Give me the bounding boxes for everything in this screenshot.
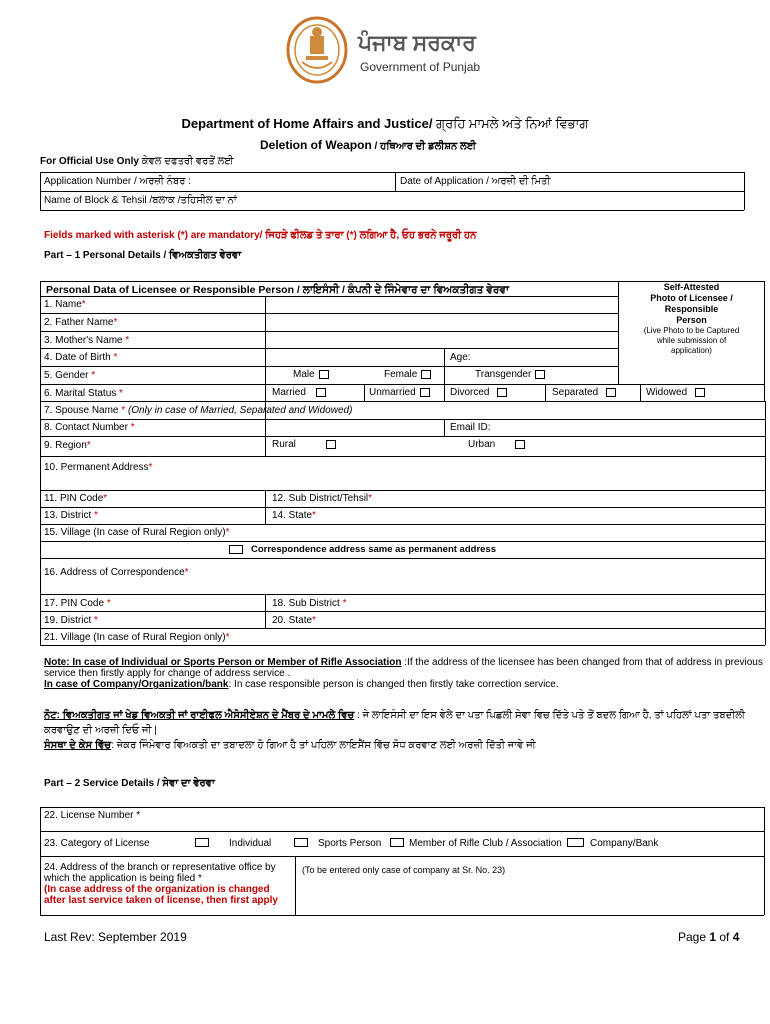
gender-female-option[interactable]: Female <box>384 369 431 381</box>
last-revision: Last Rev: September 2019 <box>44 930 187 944</box>
marital-status-label: 6. Marital Status * <box>44 388 123 399</box>
category-label: 23. Category of License <box>44 838 150 849</box>
spouse-name-label: 7. Spouse Name * (Only in case of Married, Separated and Widowed) <box>44 405 353 416</box>
branch-address-note: (To be entered only case of company at Sr. No. 23) <box>302 865 506 875</box>
sub-district-2-label: 18. Sub District * <box>272 598 347 609</box>
district-2-label: 19. District * <box>44 615 98 626</box>
divorced-checkbox[interactable] <box>497 388 507 397</box>
photo-note: (Live Photo to be Captured while submission of application) <box>643 326 740 355</box>
contact-number-label: 8. Contact Number * <box>44 422 135 433</box>
official-use-label: For Official Use Only ਕੇਵਲ ਦਫਤਰੀ ਵਰਤੋਂ ਲਈ <box>40 156 234 167</box>
pin-code-label: 11. PIN Code* <box>44 493 108 504</box>
gender-transgender-option[interactable]: Transgender <box>475 369 545 381</box>
email-label: Email ID: <box>450 422 491 433</box>
sub-district-label: 12. Sub District/Tehsil* <box>272 493 373 504</box>
same-address-checkbox[interactable] <box>229 545 243 554</box>
father-name-label: 2. Father Name* <box>44 317 118 328</box>
father-name-input[interactable] <box>267 314 617 330</box>
mandatory-note: Fields marked with asterisk (*) are mandatory/ ਜਿਹੜੇ ਫੀਲਡ ਤੇ ਤਾਰਾ (*) ਲਗਿਆ ਹੈ, ਓਹ ਭਰਨੇ ਜਰੂਰੀ ਹਨ <box>44 230 477 241</box>
page-number: Page 1 of 4 <box>678 930 740 944</box>
village-2-label: 21. Village (In case of Rural Region only)* <box>44 632 230 643</box>
individual-checkbox[interactable] <box>195 838 209 847</box>
same-address-option[interactable]: Correspondence address same as permanent address <box>229 544 496 556</box>
unmarried-option[interactable]: Unmarried <box>369 387 430 399</box>
individual-option[interactable]: Individual <box>229 838 272 849</box>
block-tehsil-field[interactable]: Name of Block & Tehsil /ਬਲਾਕ /ਤਹਿਸੀਲ ਦਾ ਨਾਂ <box>44 195 237 206</box>
mother-name-label: 3. Mother's Name * <box>44 335 130 346</box>
gender-male-option[interactable]: Male <box>293 369 329 381</box>
urban-checkbox[interactable] <box>515 440 525 449</box>
rifle-option[interactable]: Member of Rifle Club / Association <box>409 838 562 849</box>
name-input[interactable] <box>267 297 617 312</box>
company-checkbox[interactable] <box>567 838 584 847</box>
unmarried-checkbox[interactable] <box>420 388 430 397</box>
female-checkbox[interactable] <box>421 370 431 379</box>
company-option[interactable]: Company/Bank <box>590 838 659 849</box>
photo-box[interactable] <box>620 282 763 356</box>
urban-option[interactable]: Urban <box>468 439 525 451</box>
correspondence-address-label: 16. Address of Correspondence* <box>44 567 189 578</box>
application-number-field[interactable]: Application Number / ਅਰਜ਼ੀ ਨੰਬਰ : <box>44 176 191 187</box>
rural-option[interactable]: Rural <box>272 439 336 451</box>
married-option[interactable]: Married <box>272 387 326 399</box>
part2-heading: Part – 2 Service Details / ਸੇਵਾ ਦਾ ਵੇਰਵਾ <box>44 778 215 789</box>
mother-name-input[interactable] <box>267 332 617 348</box>
personal-data-heading: Personal Data of Licensee or Responsible Person / ਲਾਇਸੰਸੀ / ਕੰਪਨੀ ਦੇ ਜਿੰਮੇਵਾਰ ਦਾ ਵਿਅਕਤੀਗਤ ਵੇਰਵਾ <box>46 284 509 296</box>
form-title: Deletion of Weapon / ਹਥਿਆਰ ਦੀ ਡਲੀਸ਼ਨ ਲਈ <box>260 138 477 152</box>
separated-option[interactable]: Separated <box>552 387 616 399</box>
gov-title-punjabi: ਪੰਜਾਬ ਸਰਕਾਰ <box>358 30 476 55</box>
part1-heading: Part – 1 Personal Details / ਵਿਅਕਤੀਗਤ ਵੇਰਵਾ <box>44 250 242 261</box>
permanent-address-label: 10. Permanent Address* <box>44 462 153 473</box>
photo-title: Self-Attested Photo of Licensee / Responsible Person <box>650 282 733 325</box>
note-punjabi: ਨੋਟ: ਵਿਅਕਤੀਗਤ ਜਾਂ ਖੇਡ ਵਿਅਕਤੀ ਜਾਂ ਰਾਈਫਲ ਐਸੋਸੀਏਸ਼ਨ ਦੇ ਮੈਂਬਰ ਦੇ ਮਾਮਲੇ ਵਿਚ : ਜੇ ਲਾਇਸੰਸੀ ਦਾ ਇਸ ਵੇਲੇ ਦਾ ਪਤਾ ਪਿਛਲੀ ਸੇਵਾ ਵਿਚ ਦਿੱਤੇ ਪਤੇ ਤੋਂ ਬਦਲ ਗਿਆ ਹੈ, ਤਾਂ ਪਹਿਲਾਂ ਪਤਾ ਤਬਦੀਲੀ ਕਰਵਾਉਣ ਦੀ ਅਰਜ਼ੀ ਦਿਓ ਜੀ | ਸੰਸਥਾ ਦੇ ਕੇਸ ਵਿੱਚ: ਜੇਕਰ ਜਿੰਮੇਵਾਰ ਵਿਅਕਤੀ ਦਾ ਤਬਾਦਲਾ ਹੋ ਗਿਆ ਹੈ ਤਾਂ ਪਹਿਲਾ ਲਾਇਸੈਂਸ ਵਿੱਚ ਸੋਧ ਕਰਵਾਣ ਲਈ ਅਰਜ਼ੀ ਦਿੱਤੀ ਜਾਵੇ ਜੀ <box>44 710 746 751</box>
gov-title-english: Government of Punjab <box>360 60 481 74</box>
name-label: 1. Name* <box>44 299 86 310</box>
application-date-field[interactable]: Date of Application / ਅਰਜ਼ੀ ਦੀ ਮਿਤੀ <box>400 176 551 187</box>
sports-option[interactable]: Sports Person <box>318 838 382 849</box>
region-label: 9. Region* <box>44 440 91 451</box>
married-checkbox[interactable] <box>316 388 326 397</box>
rural-checkbox[interactable] <box>326 440 336 449</box>
branch-address-label: 24. Address of the branch or representative office by which the application is being filed * (In case address of the organization is changed after last service taken of license, then first apply <box>44 862 278 906</box>
village-label: 15. Village (In case of Rural Region only)* <box>44 527 230 538</box>
contact-number-input[interactable] <box>267 420 443 435</box>
state-label: 14. State* <box>272 510 316 521</box>
license-number-label: 22. License Number * <box>44 810 141 821</box>
sports-checkbox[interactable] <box>294 838 308 847</box>
widowed-option[interactable]: Widowed <box>646 387 705 399</box>
punjab-emblem-logo <box>286 16 348 84</box>
department-title: Department of Home Affairs and Justice/ ਗ੍ਰਹਿ ਮਾਮਲੇ ਅਤੇ ਨਿਆਂ ਵਿਭਾਗ <box>181 116 589 131</box>
district-label: 13. District * <box>44 510 98 521</box>
dob-input[interactable] <box>267 349 443 365</box>
pin-code-2-label: 17. PIN Code * <box>44 598 111 609</box>
age-label: Age: <box>450 352 471 363</box>
dob-label: 4. Date of Birth * <box>44 352 118 363</box>
transgender-checkbox[interactable] <box>535 370 545 379</box>
widowed-checkbox[interactable] <box>695 388 705 397</box>
state-2-label: 20. State* <box>272 615 316 626</box>
rifle-checkbox[interactable] <box>390 838 404 847</box>
gender-label: 5. Gender * <box>44 370 96 381</box>
male-checkbox[interactable] <box>319 370 329 379</box>
separated-checkbox[interactable] <box>606 388 616 397</box>
note-english: Note: In case of Individual or Sports Person or Member of Rifle Association :If the address of the licensee has been changed from that of address in previous service then firstly apply for change of address service . In case of Company/Organization/bank: In case responsible person is changed then firstly take correction service. <box>44 657 763 690</box>
divorced-option[interactable]: Divorced <box>450 387 507 399</box>
